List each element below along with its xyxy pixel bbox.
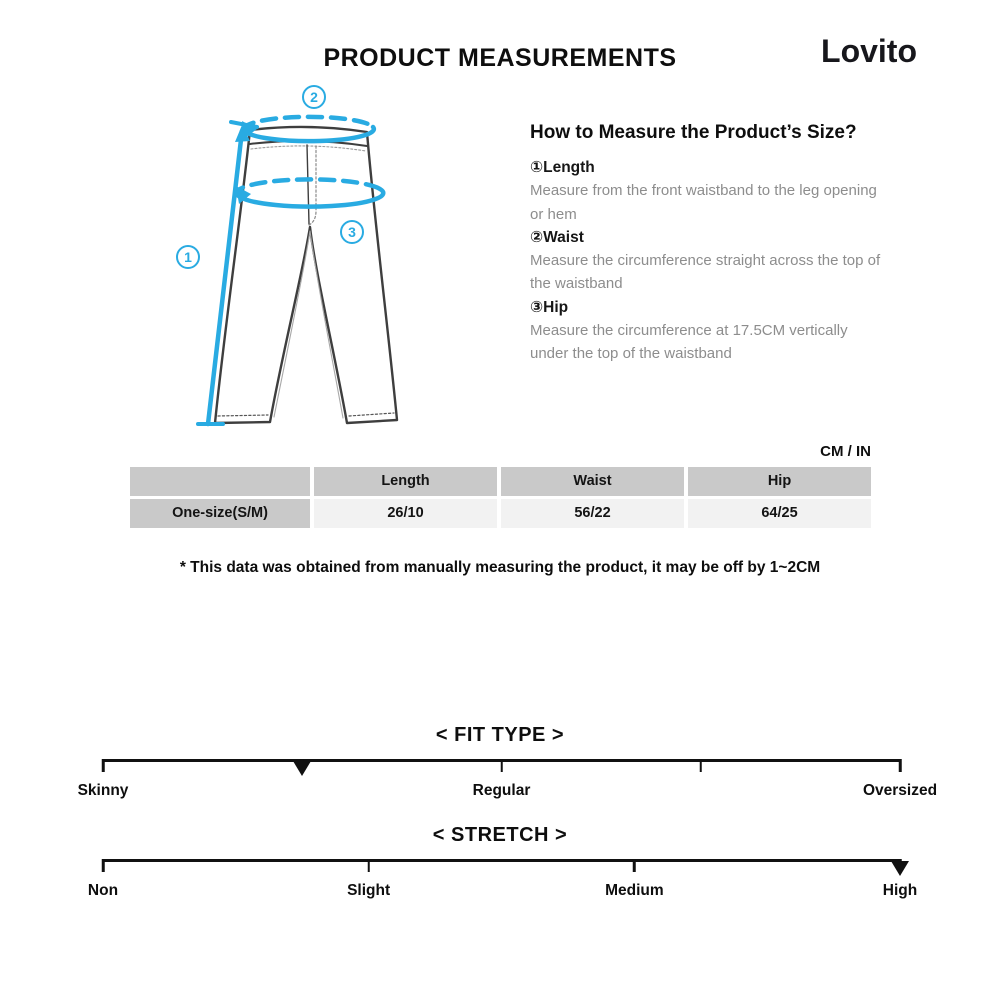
table-header-hip: Hip — [688, 467, 871, 496]
fit-type-labels — [77, 782, 938, 804]
brand-logo: Lovito — [821, 33, 917, 69]
table-value-hip: 64/25 — [688, 499, 871, 528]
table-row-size: One-size(S/M) — [130, 499, 310, 528]
callout-number-length: 1 — [184, 249, 192, 265]
scale-tick — [700, 759, 703, 772]
fit-label-skinny: Skinny — [77, 782, 129, 799]
callout-number-hip: 3 — [348, 224, 356, 240]
callout-number-waist: 2 — [310, 89, 318, 105]
guide-item-label: ①Length — [530, 159, 595, 176]
guide-item-desc: Measure from the front waistband to the leg opening or hem — [530, 182, 877, 223]
guide-item-hip — [530, 296, 888, 366]
guide-item-desc: Measure the circumference straight across the top of the waistband — [530, 252, 881, 293]
scale-tick — [633, 859, 636, 872]
scale-marker — [891, 861, 909, 876]
fit-type-scale — [0, 724, 1000, 824]
scale-tick — [102, 759, 105, 772]
pants-diagram-svg — [165, 85, 500, 445]
stretch-label-high: High — [882, 882, 918, 899]
scale-tick — [500, 759, 503, 772]
pants-outline — [215, 127, 397, 423]
stretch-label-medium: Medium — [605, 882, 664, 899]
guide-item-label: ③Hip — [530, 298, 569, 316]
stretch-labels — [87, 882, 918, 904]
table-value-length: 26/10 — [314, 499, 497, 528]
stretch-title: < STRETCH > — [432, 824, 568, 846]
stretch-scale — [0, 824, 1000, 924]
scale-marker — [293, 761, 311, 776]
table-header-waist: Waist — [501, 467, 684, 496]
fit-label-oversized: Oversized — [862, 782, 938, 799]
fit-label-regular: Regular — [472, 782, 531, 799]
size-table — [130, 467, 871, 528]
measure-guide — [530, 122, 888, 366]
stretch-label-slight: Slight — [347, 882, 391, 899]
table-value-waist: 56/22 — [501, 499, 684, 528]
fit-type-title: < FIT TYPE > — [435, 724, 565, 746]
guide-item-waist — [530, 226, 888, 296]
guide-item-label: ②Waist — [530, 228, 584, 246]
guide-item-length — [530, 156, 888, 226]
stretch-label-non: Non — [87, 882, 119, 899]
footnote: * This data was obtained from manually measuring the product, it may be off by 1~2CM — [179, 559, 821, 576]
scale-tick — [899, 759, 902, 772]
fit-type-line — [103, 759, 900, 762]
table-header-length: Length — [314, 467, 497, 496]
stretch-line — [103, 859, 900, 862]
pants-measurement-diagram — [165, 85, 500, 445]
measure-guide-heading: How to Measure the Product’s Size? — [530, 122, 857, 143]
table-header-blank — [130, 467, 310, 496]
page-title: PRODUCT MEASUREMENTS — [323, 44, 677, 72]
scale-tick — [367, 859, 370, 872]
guide-item-desc: Measure the circumference at 17.5CM vertically under the top of the waistband — [530, 322, 848, 363]
unit-label: CM / IN — [820, 443, 871, 460]
scale-tick — [102, 859, 105, 872]
